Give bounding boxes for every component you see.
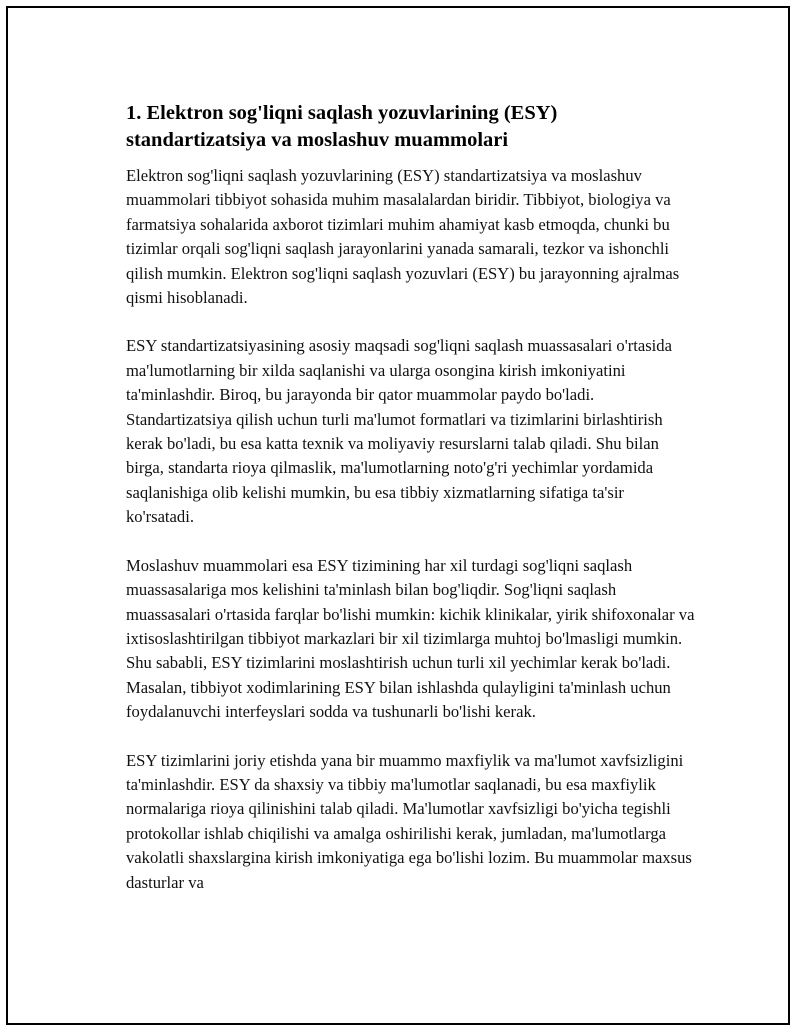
paragraph-1: Elektron sog'liqni saqlash yozuvlarining (ESY) standartizatsiya va moslashuv muammolari tibbiyot sohasida muhim masalalardan biridir. Tibbiyot, biologiya va farmatsiya sohalarida axborot tizimlari muhim ahamiyat kasb etmoqda, chunki bu tizimlar orqali sog'liqni saqlash jarayonlarini yanada samarali, tezkor va ishonchli qilish mumkin. Elektron sog'liqni saqlash yozuvlari (ESY) bu jarayonning ajralmas qismi hisoblanadi. bbox=[126, 166, 680, 308]
document-body bbox=[126, 100, 696, 919]
paragraph-4: ESY tizimlarini joriy etishda yana bir muammo maxfiylik va ma'lumot xavfsizligini ta'minlashdir. ESY da shaxsiy va tibbiy ma'lumotlar saqlanadi, bu esa maxfiylik normalariga rioya qilinishini talab qiladi. Ma'lumotlar xavfsizligi bo'yicha tegishli protokollar ishlab chiqilishi va amalga oshirilishi kerak, jumladan, ma'lumotlarga vakolatli shaxslargina kirish imkoniyatiga ega bo'lishi lozim. Bu muammolar maxsus dasturlar va bbox=[126, 750, 692, 892]
section-title: 1. Elektron sog'liqni saqlash yozuvlarining (ESY) standartizatsiya va moslashuv muammolari bbox=[126, 102, 558, 151]
page-frame bbox=[6, 6, 790, 1025]
paragraph-3: Moslashuv muammolari esa ESY tizimining har xil turdagi sog'liqni saqlash muassasalariga mos kelishini ta'minlash bilan bog'liqdir. Sog'liqni saqlash muassasalari o'rtasida farqlar bo'lishi mumkin: kichik klinikalar, yirik shifoxonalar va ixtisoslashtirilgan tibbiyot markazlari bir xil tizimlarga muhtoj bo'lmasligi mumkin. Shu sababli, ESY tizimlarini moslashtirish uchun turli xil yechimlar kerak bo'ladi. Masalan, tibbiyot xodimlarining ESY bilan ishlashda qulayligini ta'minlash uchun foydalanuvchi interfeyslari sodda va tushunarli bo'lishi kerak. bbox=[126, 555, 695, 722]
paragraph-2: ESY standartizatsiyasining asosiy maqsadi sog'liqni saqlash muassasalari o'rtasida ma'lumotlarning bir xilda saqlanishi va ularga osongina kirish imkoniyatini ta'minlashdir. Biroq, bu jarayonda bir qator muammolar paydo bo'ladi. Standartizatsiya qilish uchun turli ma'lumot formatlari va tizimlarini birlashtirish kerak bo'ladi, bu esa katta texnik va moliyaviy resurslarni talab qiladi. Shu bilan birga, standarta rioya qilmaslik, ma'lumotlarning noto'g'ri yechimlar yordamida saqlanishiga olib kelishi mumkin, bu esa tibbiy xizmatlarning sifatiga ta'sir ko'rsatadi. bbox=[126, 336, 672, 527]
